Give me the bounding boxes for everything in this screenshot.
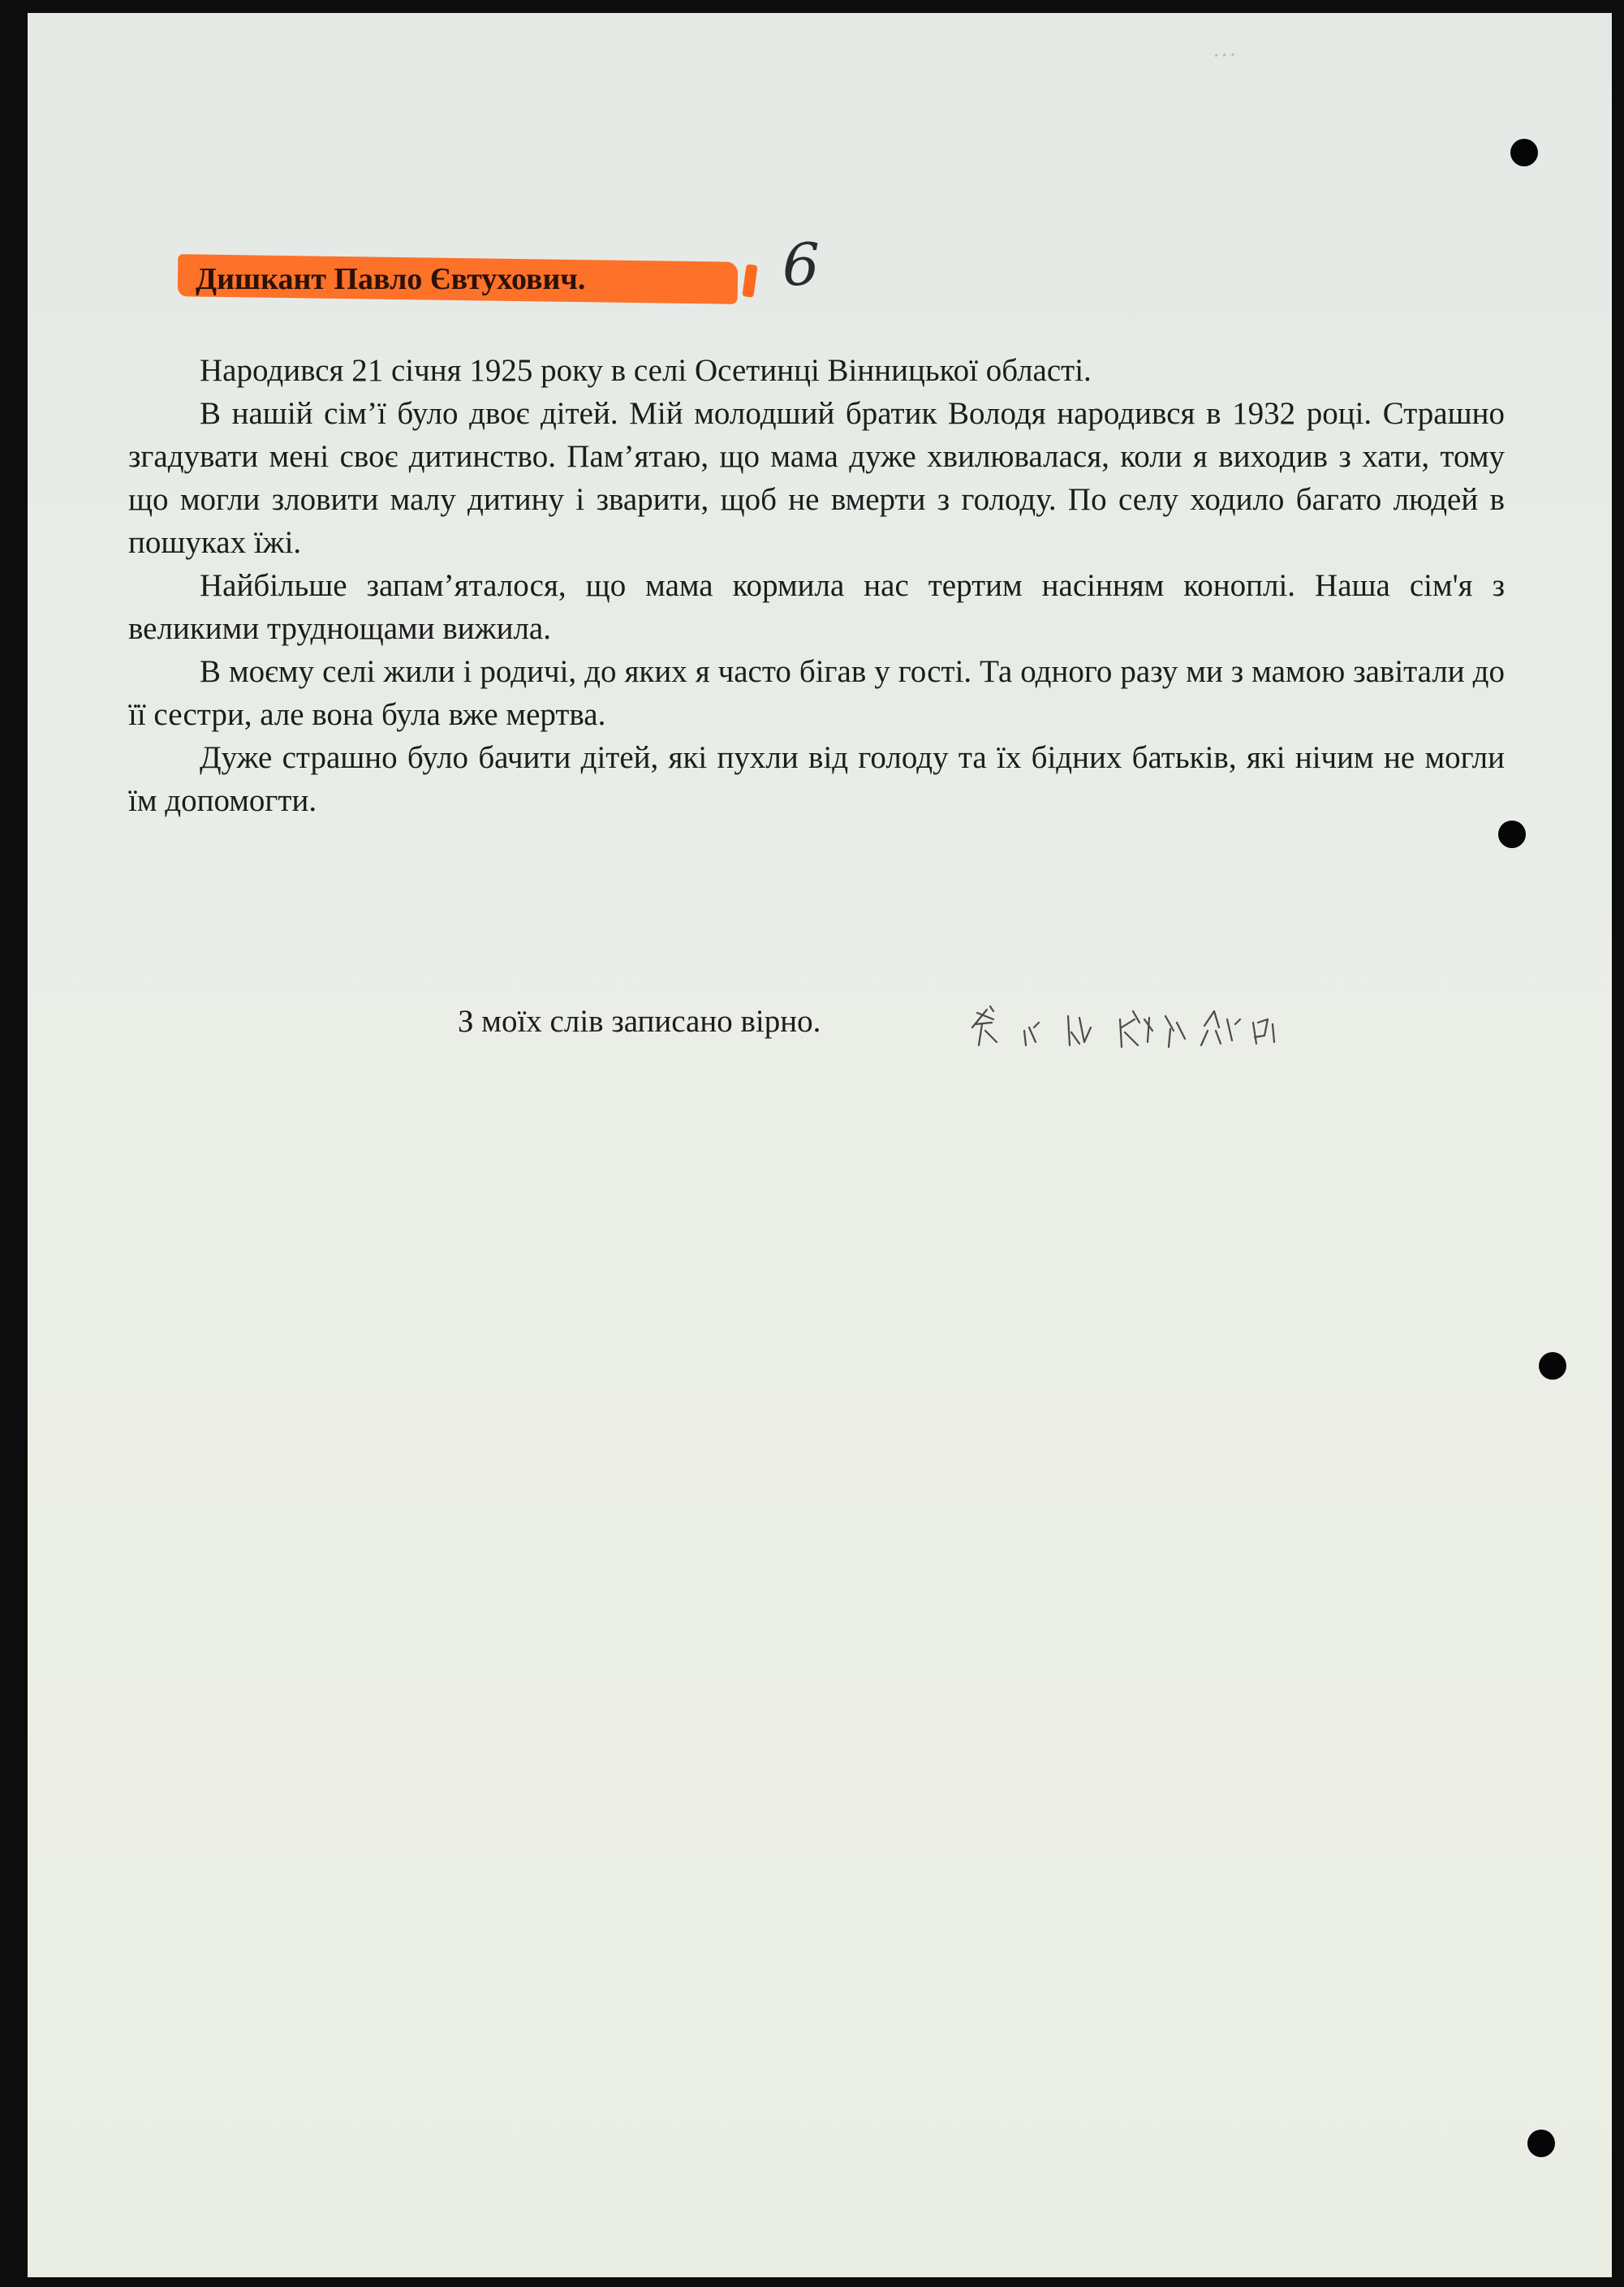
- title-block: [186, 256, 585, 308]
- paragraph-2: В нашій сім’ї було двоє дітей. Мій молодший братик Володя народився в 1932 році. Страшно згадувати мені своє дитинство. Пам’ятаю, що мама дуже хвилювалася, коли я виходив з хати, тому що могли зловити малу дитину і зварити, щоб не вмерти з голоду. По селу ходило багато людей в пошуках їжі.: [128, 396, 1505, 560]
- paper-sheet: [28, 13, 1612, 2277]
- testimony-text: [128, 349, 1505, 822]
- closing-statement: З моїх слів записано вірно.: [458, 1004, 821, 1039]
- paragraph-3: Найбільше запам’яталося, що мама кормила нас тертим насінням коноплі. Наша сім'я з великими труднощами вижила.: [128, 568, 1505, 646]
- punch-hole-4: [1527, 2130, 1555, 2157]
- handwritten-signature: [961, 995, 1415, 1060]
- punch-hole-3: [1539, 1352, 1566, 1380]
- highlight-mark: [742, 264, 757, 298]
- document-title: Дишкант Павло Євтухович.: [196, 262, 586, 296]
- punch-hole-1: [1510, 139, 1538, 166]
- handwritten-page-number: 6: [782, 230, 820, 299]
- paragraph-1: Народився 21 січня 1925 року в селі Осетинці Вінницької області.: [200, 353, 1092, 388]
- pencil-note: ...: [1212, 37, 1238, 62]
- paragraph-5: Дуже страшно було бачити дітей, які пухли від голоду та їх бідних батьків, які нічим не могли їм допомогти.: [128, 740, 1505, 818]
- paragraph-4: В моєму селі жили і родичі, до яких я часто бігав у гості. Та одного разу ми з мамою завітали до її сестри, але вона була вже мертва.: [128, 654, 1505, 732]
- punch-hole-2: [1498, 820, 1526, 848]
